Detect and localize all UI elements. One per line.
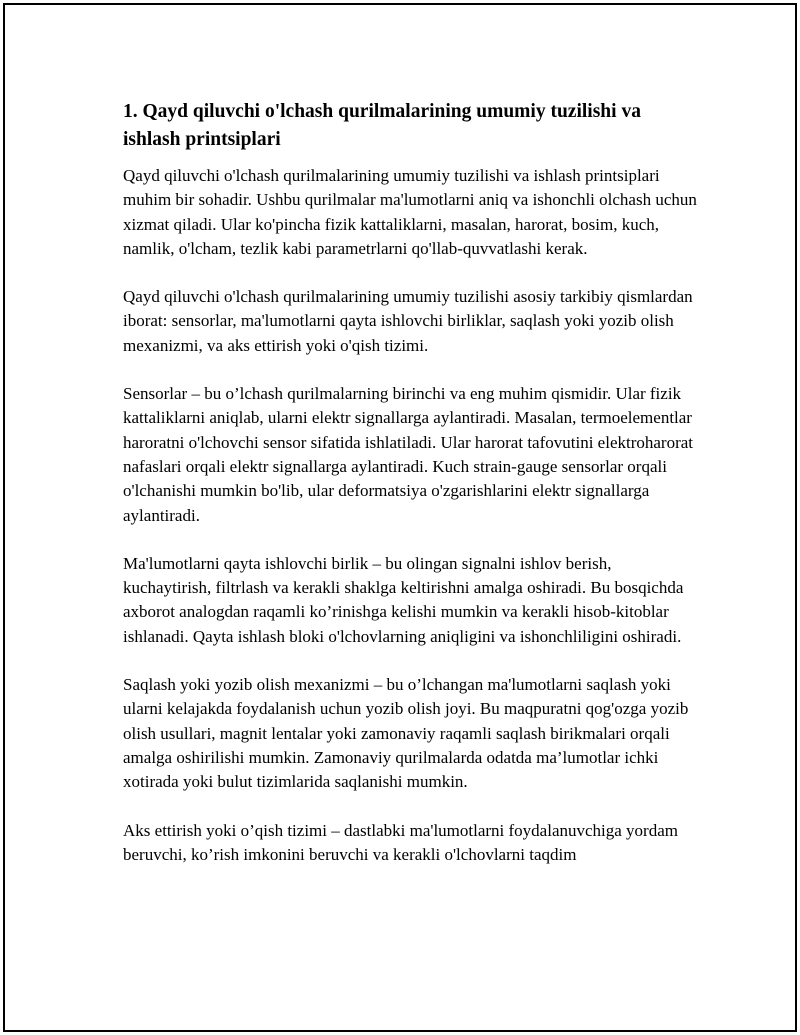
document-body (123, 98, 703, 867)
section-heading: 1. Qayd qiluvchi o'lchash qurilmalarining umumiy tuzilishi va ishlash printsiplari (123, 101, 641, 150)
paragraph-sensors: Sensorlar – bu o’lchash qurilmalarning birinchi va eng muhim qismidir. Ular fizik kattaliklarni aniqlab, ularni elektr signallarga aylantiradi. Masalan, termoelementlar haroratni o'lchovchi sensor sifatida ishlatiladi. Ular harorat tafovutini elektroharorat nafaslari orqali elektr signallarga aylantiradi. Kuch strain-gauge sensorlar orqali o'lchanishi mumkin bo'lib, ular deformatsiya o'zgarishlarini elektr signallarga aylantiradi. (123, 384, 694, 525)
paragraph-display-system: Aks ettirish yoki o’qish tizimi – dastlabki ma'lumotlarni foydalanuvchiga yordam beruvchi, ko’rish imkonini beruvchi va kerakli o'lchovlarni taqdim (123, 820, 678, 864)
paragraph-processing-unit: Ma'lumotlarni qayta ishlovchi birlik – bu olingan signalni ishlov berish, kuchaytirish, filtrlash va kerakli shaklga keltirishni amalga oshiradi. Bu bosqichda axborot analogdan raqamli ko’rinishga kelishi mumkin va kerakli hisob-kitoblar ishlanadi. Qayta ishlash bloki o'lchovlarning aniqligini va ishonchliligini oshiradi. (123, 553, 684, 646)
paragraph-storage: Saqlash yoki yozib olish mexanizmi – bu o’lchangan ma'lumotlarni saqlash yoki ularni kelajakda foydalanish uchun yozib olish joyi. Bu maqpuratni qog'ozga yozib olish usullari, magnit lentalar yoki zamonaviy raqamli saqlash birikmalari orqali amalga oshirilishi mumkin. Zamonaviy qurilmalarda odatda ma’lumotlar ichki xotirada yoki bulut tizimlarida saqlanishi mumkin. (123, 675, 689, 792)
page-border (3, 3, 797, 1032)
paragraph-components: Qayd qiluvchi o'lchash qurilmalarining umumiy tuzilishi asosiy tarkibiy qismlardan iborat: sensorlar, ma'lumotlarni qayta ishlovchi birliklar, saqlash yoki yozib olish mexanizmi, va aks ettirish yoki o'qish tizimi. (123, 287, 693, 355)
paragraph-intro: Qayd qiluvchi o'lchash qurilmalarining umumiy tuzilishi va ishlash printsiplari muhim bir sohadir. Ushbu qurilmalar ma'lumotlarni aniq va ishonchli olchash uchun xizmat qiladi. Ular ko'pincha fizik kattaliklarni, masalan, harorat, bosim, kuch, namlik, o'lcham, tezlik kabi parametrlarni qo'llab-quvvatlashi kerak. (123, 166, 697, 258)
